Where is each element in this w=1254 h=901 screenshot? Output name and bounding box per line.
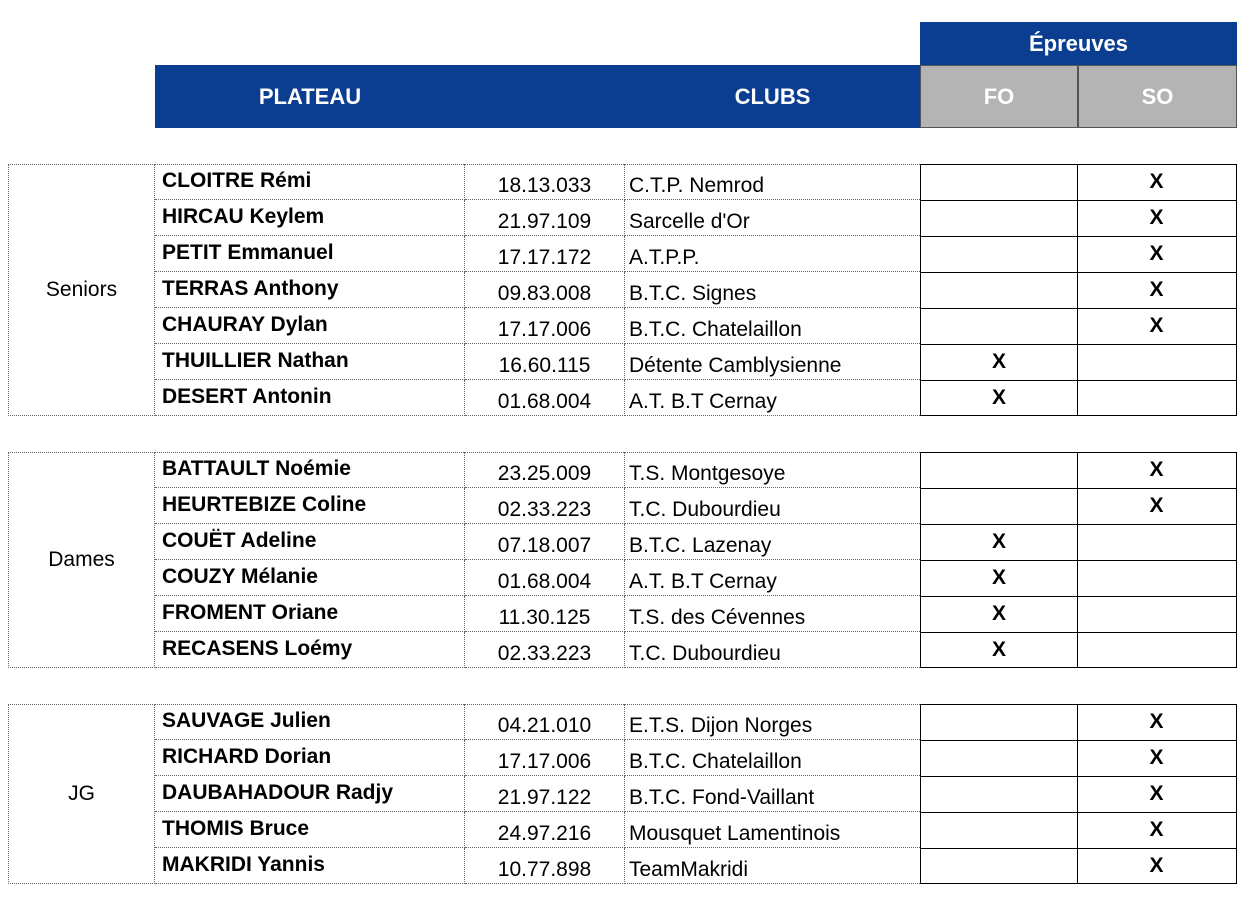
player-name: FROMENT Oriane (155, 596, 465, 632)
fo-mark (920, 812, 1078, 848)
license-number: 17.17.172 (465, 236, 625, 272)
player-name: SAUVAGE Julien (155, 704, 465, 740)
license-number: 10.77.898 (465, 848, 625, 884)
club-name: A.T. B.T Cernay (625, 560, 920, 596)
so-mark (1077, 380, 1237, 416)
fo-mark (920, 236, 1078, 272)
group-label: JG (8, 704, 155, 884)
table-row (155, 236, 1237, 272)
player-name: CLOITRE Rémi (155, 164, 465, 200)
group-label: Seniors (8, 164, 155, 416)
player-name: DAUBAHADOUR Radjy (155, 776, 465, 812)
group-0 (0, 164, 1254, 416)
so-mark (1077, 632, 1237, 668)
fo-mark: X (920, 560, 1078, 596)
club-name: T.C. Dubourdieu (625, 632, 920, 668)
license-number: 16.60.115 (465, 344, 625, 380)
player-name: RECASENS Loémy (155, 632, 465, 668)
group-2 (0, 704, 1254, 884)
fo-mark: X (920, 380, 1078, 416)
license-number: 01.68.004 (465, 380, 625, 416)
table-row (155, 596, 1237, 632)
club-name: Sarcelle d'Or (625, 200, 920, 236)
player-name: TERRAS Anthony (155, 272, 465, 308)
so-mark: X (1077, 236, 1237, 272)
so-mark: X (1077, 200, 1237, 236)
player-name: COUËT Adeline (155, 524, 465, 560)
table-row (155, 740, 1237, 776)
license-number: 02.33.223 (465, 632, 625, 668)
license-number: 07.18.007 (465, 524, 625, 560)
fo-mark (920, 704, 1078, 740)
license-number: 09.83.008 (465, 272, 625, 308)
club-name: E.T.S. Dijon Norges (625, 704, 920, 740)
table-row (155, 488, 1237, 524)
so-mark (1077, 524, 1237, 560)
club-name: Mousquet Lamentinois (625, 812, 920, 848)
license-number: 18.13.033 (465, 164, 625, 200)
fo-mark: X (920, 524, 1078, 560)
fo-mark (920, 452, 1078, 488)
table-row (155, 812, 1237, 848)
player-name: DESERT Antonin (155, 380, 465, 416)
so-mark (1077, 344, 1237, 380)
table-row (155, 308, 1237, 344)
table-row (155, 848, 1237, 884)
so-mark: X (1077, 740, 1237, 776)
club-name: TeamMakridi (625, 848, 920, 884)
table-row (155, 452, 1237, 488)
table-row (155, 344, 1237, 380)
table-row (155, 164, 1237, 200)
club-name: C.T.P. Nemrod (625, 164, 920, 200)
epreuves-header: Épreuves (920, 22, 1237, 65)
table-row (155, 272, 1237, 308)
table-row (155, 776, 1237, 812)
plateau-header: PLATEAU (258, 83, 362, 109)
player-name: PETIT Emmanuel (155, 236, 465, 272)
player-name: COUZY Mélanie (155, 560, 465, 596)
license-number: 04.21.010 (465, 704, 625, 740)
so-mark: X (1077, 272, 1237, 308)
fo-mark (920, 164, 1078, 200)
license-number: 02.33.223 (465, 488, 625, 524)
club-name: B.T.C. Signes (625, 272, 920, 308)
license-number: 01.68.004 (465, 560, 625, 596)
club-name: T.S. Montgesoye (625, 452, 920, 488)
player-name: MAKRIDI Yannis (155, 848, 465, 884)
player-name: THUILLIER Nathan (155, 344, 465, 380)
player-name: BATTAULT Noémie (155, 452, 465, 488)
so-mark: X (1077, 776, 1237, 812)
license-number: 21.97.109 (465, 200, 625, 236)
so-mark: X (1077, 848, 1237, 884)
fo-mark (920, 308, 1078, 344)
table-row (155, 524, 1237, 560)
club-name: B.T.C. Chatelaillon (625, 308, 920, 344)
player-name: RICHARD Dorian (155, 740, 465, 776)
player-name: HEURTEBIZE Coline (155, 488, 465, 524)
club-name: B.T.C. Fond-Vaillant (625, 776, 920, 812)
table-row (155, 200, 1237, 236)
fo-mark: X (920, 632, 1078, 668)
club-name: B.T.C. Chatelaillon (625, 740, 920, 776)
fo-mark (920, 200, 1078, 236)
license-number: 24.97.216 (465, 812, 625, 848)
table-row (155, 704, 1237, 740)
player-name: CHAURAY Dylan (155, 308, 465, 344)
so-mark: X (1077, 164, 1237, 200)
player-name: HIRCAU Keylem (155, 200, 465, 236)
club-name: Détente Camblysienne (625, 344, 920, 380)
so-mark: X (1077, 812, 1237, 848)
clubs-header: CLUBS (734, 83, 811, 109)
fo-mark (920, 848, 1078, 884)
so-mark: X (1077, 452, 1237, 488)
license-number: 21.97.122 (465, 776, 625, 812)
fo-mark: X (920, 344, 1078, 380)
club-name: A.T. B.T Cernay (625, 380, 920, 416)
club-name: B.T.C. Lazenay (625, 524, 920, 560)
so-mark (1077, 560, 1237, 596)
fo-mark (920, 740, 1078, 776)
fo-mark (920, 488, 1078, 524)
so-mark: X (1077, 308, 1237, 344)
club-name: T.S. des Cévennes (625, 596, 920, 632)
club-name: T.C. Dubourdieu (625, 488, 920, 524)
group-label: Dames (8, 452, 155, 668)
fo-mark: X (920, 596, 1078, 632)
table-row (155, 560, 1237, 596)
club-name: A.T.P.P. (625, 236, 920, 272)
fo-header: FO (920, 65, 1078, 128)
table-row (155, 632, 1237, 668)
so-mark (1077, 596, 1237, 632)
main-header (155, 65, 920, 128)
player-name: THOMIS Bruce (155, 812, 465, 848)
fo-mark (920, 776, 1078, 812)
license-number: 11.30.125 (465, 596, 625, 632)
fo-mark (920, 272, 1078, 308)
license-number: 23.25.009 (465, 452, 625, 488)
license-number: 17.17.006 (465, 740, 625, 776)
table-row (155, 380, 1237, 416)
so-mark: X (1077, 488, 1237, 524)
group-1 (0, 452, 1254, 668)
so-mark: X (1077, 704, 1237, 740)
license-number: 17.17.006 (465, 308, 625, 344)
so-header: SO (1078, 65, 1237, 128)
